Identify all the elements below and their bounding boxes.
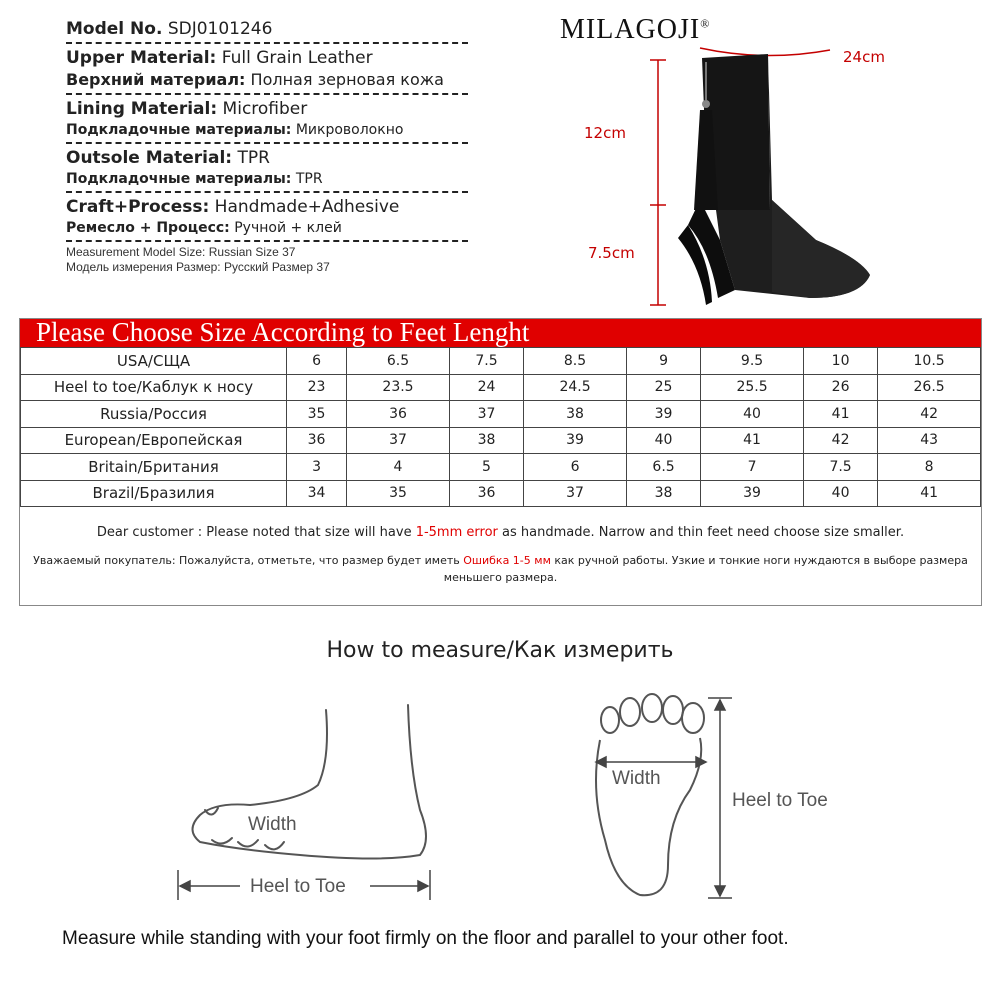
size-cell: 7.5 <box>449 348 523 375</box>
how-to-measure-title: How to measure/Как измерить <box>326 638 674 663</box>
divider <box>66 93 468 95</box>
heel-height-label: 7.5cm <box>588 244 635 262</box>
size-cell: 5 <box>449 454 523 481</box>
size-cell: 9.5 <box>701 348 804 375</box>
size-cell: 6.5 <box>347 348 450 375</box>
size-table <box>20 347 981 507</box>
upper-material <box>66 47 476 91</box>
size-cell: 6 <box>524 454 627 481</box>
row-label: Heel to toe/Каблук к носу <box>21 374 287 401</box>
error-highlight-ru: Ошибка 1-5 мм <box>463 554 551 567</box>
outsole-label: Outsole Material: <box>66 148 233 168</box>
lining-material <box>66 98 476 140</box>
spec-block <box>66 18 476 275</box>
size-cell: 38 <box>626 480 700 507</box>
size-cell: 40 <box>701 401 804 428</box>
size-cell: 6 <box>287 348 347 375</box>
size-cell: 39 <box>524 427 627 454</box>
size-cell: 24 <box>449 374 523 401</box>
size-cell: 25.5 <box>701 374 804 401</box>
size-cell: 42 <box>803 427 877 454</box>
upper-label: Upper Material: <box>66 48 217 68</box>
measure-instruction: Measure while standing with your foot firmly on the floor and parallel to your other foot. <box>62 928 789 949</box>
table-row <box>21 374 981 401</box>
size-chart <box>19 318 982 606</box>
divider <box>66 191 468 193</box>
measure-model-ru: Модель измерения Размер: Русский Размер 37 <box>66 260 330 274</box>
size-note <box>20 519 981 586</box>
size-cell: 41 <box>878 480 981 507</box>
row-label: European/Европейская <box>21 427 287 454</box>
lining-value: Microfiber <box>222 99 308 119</box>
craft-label: Craft+Process: <box>66 197 210 217</box>
size-cell: 23 <box>287 374 347 401</box>
size-cell: 26 <box>803 374 877 401</box>
craft-ru-label: Ремесло + Процесс: <box>66 220 230 236</box>
size-cell: 23.5 <box>347 374 450 401</box>
size-cell: 35 <box>347 480 450 507</box>
note-en: Dear customer : Please noted that size will have 1-5mm error as handmade. Narrow and thin feet need choose size smaller. <box>96 525 905 540</box>
side-width-label: Width <box>248 814 297 835</box>
size-cell: 4 <box>347 454 450 481</box>
top-length-label: Heel to Toe <box>732 790 828 811</box>
size-cell: 39 <box>701 480 804 507</box>
divider <box>66 42 468 44</box>
upper-value: Full Grain Leather <box>221 48 373 68</box>
size-cell: 38 <box>524 401 627 428</box>
craft-ru-value: Ручной + клей <box>234 220 342 236</box>
size-cell: 9 <box>626 348 700 375</box>
size-cell: 36 <box>449 480 523 507</box>
size-cell: 37 <box>347 427 450 454</box>
size-cell: 26.5 <box>878 374 981 401</box>
outsole-value: TPR <box>237 148 270 168</box>
table-row <box>21 454 981 481</box>
size-cell: 3 <box>287 454 347 481</box>
model-value: SDJ0101246 <box>167 19 273 39</box>
size-cell: 7.5 <box>803 454 877 481</box>
size-cell: 25 <box>626 374 700 401</box>
craft-value: Handmade+Adhesive <box>214 197 400 217</box>
size-cell: 37 <box>524 480 627 507</box>
registered-mark: ® <box>700 16 711 31</box>
row-label: USA/СЩА <box>21 348 287 375</box>
size-cell: 24.5 <box>524 374 627 401</box>
note-ru: Уважаемый покупатель: Пожалуйста, отметьте, что размер будет иметь Ошибка 1-5 мм как ручной работы. Узкие и тонкие ноги нуждаются в выборе размера меньшего размера. <box>33 554 968 584</box>
size-cell: 36 <box>347 401 450 428</box>
lining-ru-value: Микроволокно <box>295 122 404 138</box>
craft-process <box>66 196 476 238</box>
size-cell: 34 <box>287 480 347 507</box>
size-cell: 41 <box>803 401 877 428</box>
table-row <box>21 348 981 375</box>
size-cell: 36 <box>287 427 347 454</box>
model-number <box>66 18 476 40</box>
upper-ru-label: Верхний материал: <box>66 70 246 89</box>
shaft-height-label: 12cm <box>584 124 626 142</box>
size-cell: 8.5 <box>524 348 627 375</box>
boot-illustration <box>560 40 1000 315</box>
model-label: Model No. <box>66 19 163 39</box>
size-cell: 41 <box>701 427 804 454</box>
measure-model-en: Measurement Model Size: Russian Size 37 <box>66 245 296 259</box>
circumference-label: 24cm <box>843 48 885 66</box>
size-cell: 6.5 <box>626 454 700 481</box>
upper-ru-value: Полная зерновая кожа <box>250 70 444 89</box>
lining-ru-label: Подкладочные материалы: <box>66 122 292 138</box>
outsole-ru-label: Подкладочные материалы: <box>66 171 292 187</box>
top-foot-outline <box>596 694 704 895</box>
lining-label: Lining Material: <box>66 99 218 119</box>
divider <box>66 240 468 242</box>
size-cell: 42 <box>878 401 981 428</box>
top-length-arrow <box>708 698 732 898</box>
top-width-arrow <box>596 757 706 767</box>
row-label: Russia/Россия <box>21 401 287 428</box>
size-cell: 35 <box>287 401 347 428</box>
outsole-ru-value: TPR <box>295 171 323 187</box>
table-row <box>21 401 981 428</box>
brand-name: MILAGOJI <box>560 14 701 45</box>
size-cell: 43 <box>878 427 981 454</box>
table-row <box>21 480 981 507</box>
size-cell: 37 <box>449 401 523 428</box>
size-cell: 10 <box>803 348 877 375</box>
size-chart-title: Please Choose Size According to Feet Lenght <box>36 317 530 347</box>
size-cell: 40 <box>626 427 700 454</box>
size-cell: 39 <box>626 401 700 428</box>
divider <box>66 142 468 144</box>
top-width-label: Width <box>612 768 661 789</box>
size-cell: 7 <box>701 454 804 481</box>
size-cell: 38 <box>449 427 523 454</box>
boot-photo <box>560 40 1000 315</box>
error-highlight: 1-5mm error <box>415 525 498 540</box>
measure-illustration <box>0 690 1000 920</box>
outsole-material <box>66 147 476 189</box>
side-length-label: Heel to Toe <box>250 876 346 897</box>
row-label: Brazil/Бразилия <box>21 480 287 507</box>
foot-diagrams <box>0 690 1000 920</box>
size-cell: 10.5 <box>878 348 981 375</box>
size-cell: 8 <box>878 454 981 481</box>
side-foot-outline <box>193 705 427 859</box>
size-chart-header <box>20 319 981 347</box>
table-row <box>21 427 981 454</box>
row-label: Britain/Британия <box>21 454 287 481</box>
size-cell: 40 <box>803 480 877 507</box>
